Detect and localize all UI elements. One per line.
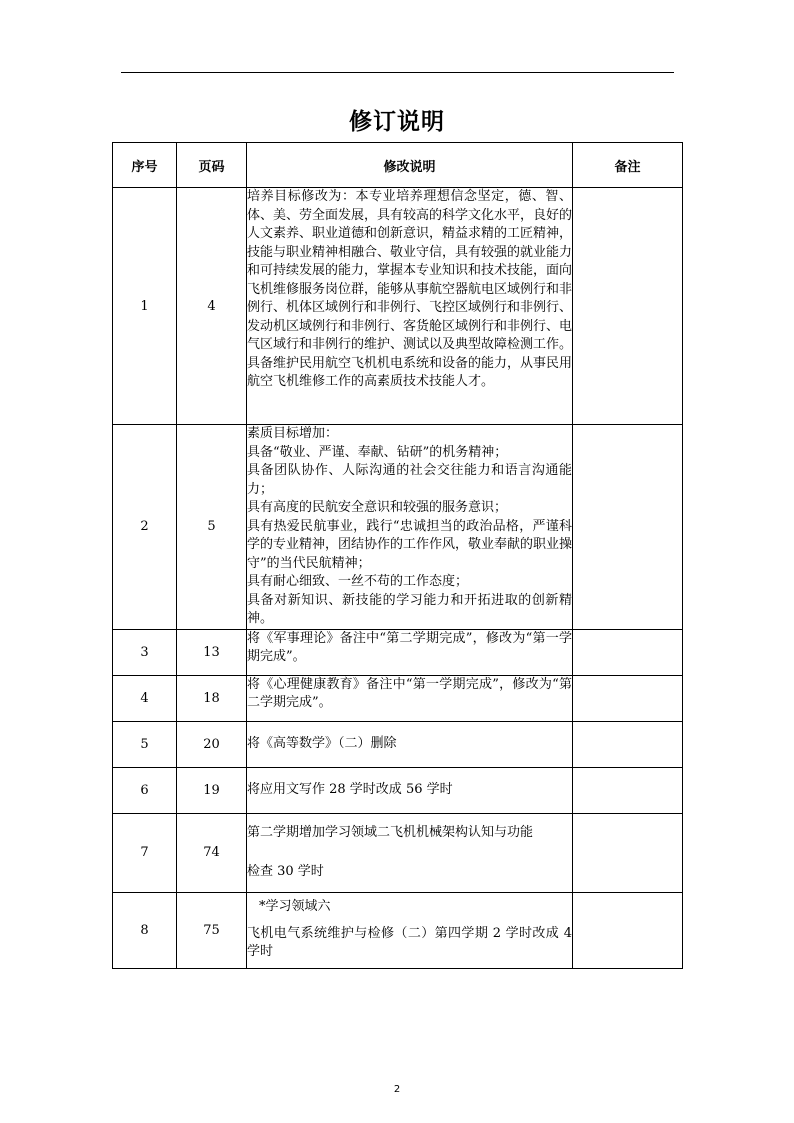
cell-description: 将《心理健康教育》备注中“第一学期完成”，修改为“第二学期完成”。 (247, 675, 573, 721)
table-row (113, 721, 683, 767)
header-remark: 备注 (573, 143, 683, 188)
cell-page: 20 (177, 721, 247, 767)
table-row (113, 188, 683, 425)
cell-remark (573, 721, 683, 767)
header-rule (121, 72, 674, 73)
cell-seq: 2 (113, 425, 177, 630)
description-line: 具有高度的民航安全意识和较强的服务意识； (247, 500, 508, 515)
table-header-row (113, 143, 683, 188)
description-line: 素质目标增加： (247, 426, 339, 441)
page-number: 2 (393, 1084, 401, 1095)
description-line: 检查 30 学时 (247, 863, 324, 879)
cell-description: 将《高等数学》（二）删除 (247, 721, 573, 767)
cell-remark (573, 675, 683, 721)
header-seq: 序号 (113, 143, 177, 188)
header-page: 页码 (177, 143, 247, 188)
description-line: 具备对新知识、新技能的学习能力和开拓进取的创新精神。 (247, 592, 572, 626)
cell-remark (573, 629, 683, 675)
description-line: 具备“敬业、严谨、奉献、钻研”的机务精神； (247, 444, 508, 460)
table-row (113, 675, 683, 721)
cell-seq: 6 (113, 767, 177, 813)
cell-page: 19 (177, 767, 247, 813)
cell-remark (573, 767, 683, 813)
cell-seq: 8 (113, 892, 177, 968)
table-row (113, 629, 683, 675)
cell-page: 74 (177, 813, 247, 892)
line-gap (247, 917, 572, 925)
cell-seq: 3 (113, 629, 177, 675)
description-line: 第二学期增加学习领域二飞机机械架构认知与功能 (247, 825, 534, 840)
cell-description (247, 813, 573, 892)
cell-description (247, 425, 573, 630)
description-line: 飞机电气系统维护与检修（二）第四学期 2 学时改成 4 学时 (247, 925, 572, 960)
table-row (113, 425, 683, 630)
cell-remark (573, 188, 683, 425)
description-line: 具有耐心细致、一丝不苟的工作态度； (247, 574, 469, 589)
description-line: 具备团队协作、人际沟通的社会交往能力和语言沟通能力； (247, 463, 572, 497)
cell-remark (573, 892, 683, 968)
table-row (113, 767, 683, 813)
revision-table (112, 142, 683, 969)
table-row (113, 892, 683, 968)
cell-page: 13 (177, 629, 247, 675)
cell-description: 将应用文写作 28 学时改成 56 学时 (247, 767, 573, 813)
header-description: 修改说明 (247, 143, 573, 188)
cell-seq: 5 (113, 721, 177, 767)
table-row (113, 813, 683, 892)
cell-description (247, 892, 573, 968)
document-title: 修订说明 (349, 109, 445, 135)
cell-page: 18 (177, 675, 247, 721)
cell-description: 将《军事理论》备注中“第二学期完成”，修改为“第一学期完成”。 (247, 629, 573, 675)
cell-remark (573, 425, 683, 630)
cell-remark (573, 813, 683, 892)
cell-seq: 4 (113, 675, 177, 721)
cell-seq: 7 (113, 813, 177, 892)
cell-page: 75 (177, 892, 247, 968)
cell-page: 5 (177, 425, 247, 630)
cell-page: 4 (177, 188, 247, 425)
cell-description: 培养目标修改为：本专业培养理想信念坚定，德、智、体、美、劳全面发展，具有较高的科学文化水平，良好的人文素养、职业道德和创新意识，精益求精的工匠精神，技能与职业精神相融合、敬业守信，具有较强的就业能力和可持续发展的能力，掌握本专业知识和技术技能，面向飞机维修服务岗位群，能够从事航空器航电区域例行和非例行、机体区域例行和非例行、飞控区域例行和非例行、发动机区域例行和非例行、客货舱区域例行和非例行、电气区域行和非例行的维护、测试以及典型故障检测工作。具备维护民用航空飞机机电系统和设备的能力，从事民用航空飞机维修工作的高素质技术技能人才。 (247, 188, 573, 425)
description-line: *学习领域六 (259, 899, 331, 915)
cell-seq: 1 (113, 188, 177, 425)
description-line: 具有热爱民航事业，践行“忠诚担当的政治品格，严谨科学的专业精神，团结协作的工作作风，敬业奉献的职业操守”的当代民航精神； (247, 518, 573, 571)
line-gap (247, 843, 572, 863)
